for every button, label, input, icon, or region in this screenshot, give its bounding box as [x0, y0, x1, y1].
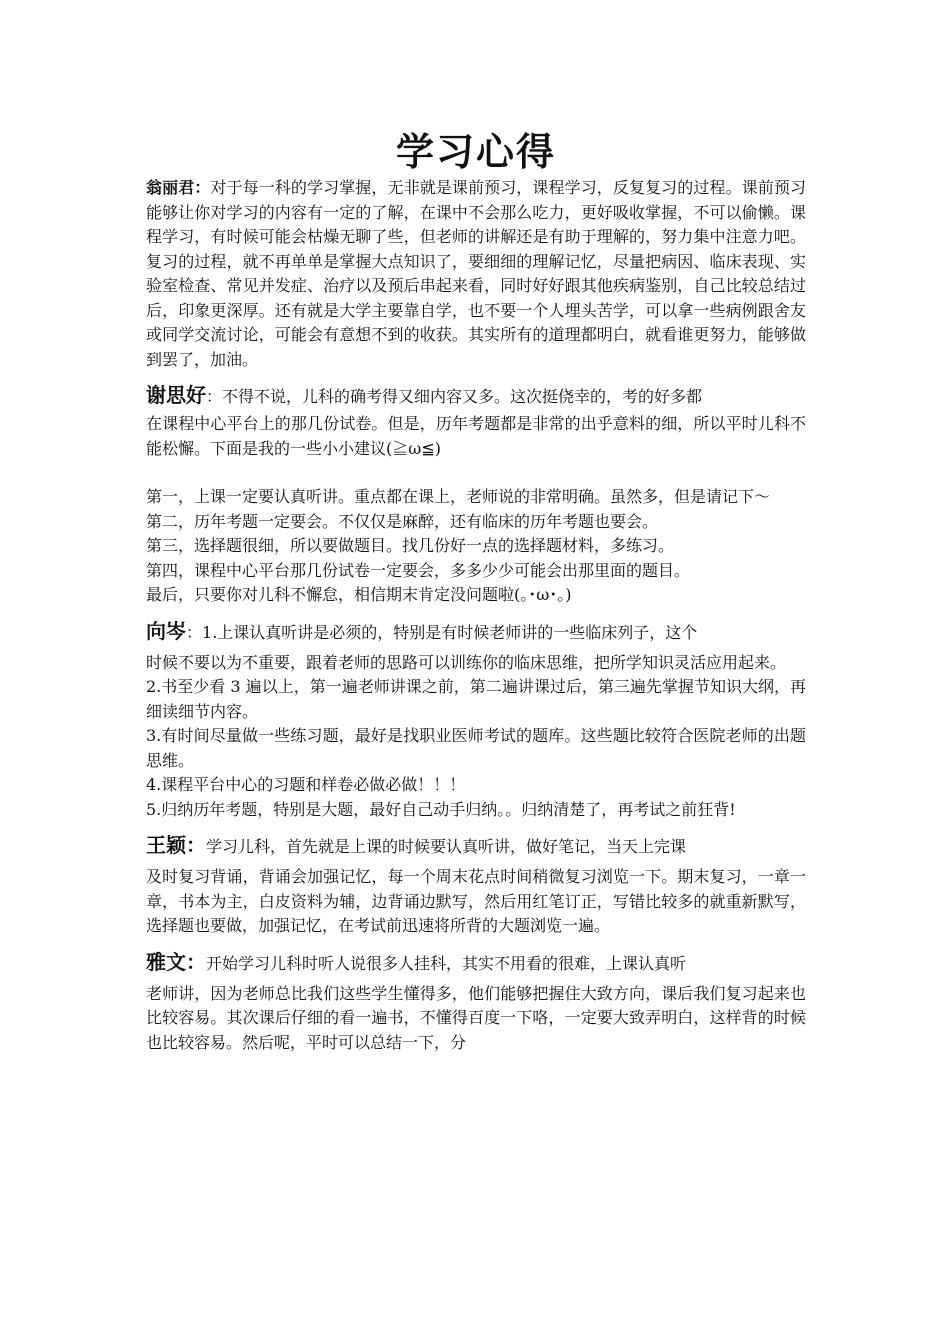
section-wang-ying: [146, 830, 806, 939]
paragraph: 时候不要以为不重要，跟着老师的思路可以训练你的临床思维，把所学知识灵活应用起来。: [146, 652, 787, 672]
page-title: 学习心得: [395, 130, 556, 174]
tip-item: 第二，历年考题一定要会。不仅仅是麻醉，还有临床的历年考题也要会。: [146, 511, 659, 531]
paragraph-text: 不得不说，儿科的确考得又细内容又多。这次挺侥幸的，考的好多都: [222, 387, 703, 406]
paragraph-text: 学习儿科，首先就是上课的时候要认真听讲，做好笔记，当天上完课: [206, 837, 687, 856]
list-item: 2.书至少看 3 遍以上，第一遍老师讲课之前，第二遍讲课过后，第三遍先掌握节知识大纲，再细读细节内容。: [146, 677, 806, 721]
author-colon: ：: [206, 387, 223, 406]
paragraph-first-line: [146, 947, 806, 979]
section-ya-wen: [146, 947, 806, 1056]
tip-item: 第四，课程中心平台那几份试卷一定要会，多多少少可能会出那里面的题目。: [146, 560, 691, 580]
author-name: 谢思好: [146, 383, 206, 407]
list-item: 5.归纳历年考题，特别是大题，最好自己动手归纳。。归纳清楚了，再考试之前狂背!: [146, 799, 736, 819]
section-xiang-cen: [146, 616, 806, 823]
paragraph: 及时复习背诵，背诵会加强记忆，每一个周末花点时间稍微复习浏览一下。期末复习，一章一章，书本为主，白皮资料为辅，边背诵边默写，然后用红笔订正，写错比较多的就重新默写，选择题也要做，加强记忆，在考试前迅速将所背的大题浏览一遍。: [146, 867, 806, 935]
list-item: 3.有时间尽量做一些练习题，最好是找职业医师考试的题库。这些题比较符合医院老师的出题思维。: [146, 726, 806, 770]
author-name: 雅文：: [146, 949, 206, 974]
paragraph-text: 开始学习儿科时听人说很多人挂科，其实不用看的很难，上课认真听: [206, 953, 687, 973]
section-weng-lijun: [146, 176, 806, 372]
paragraph: 老师讲，因为老师总比我们这些学生懂得多，他们能够把握住大致方向，课后我们复习起来也比较容易。其次课后仔细的看一遍书，不懂得百度一下咯，一定要大致弄明白，这样背的时候也比较容易。然后呢，平时可以总结一下，分: [146, 983, 806, 1052]
author-name: 翁丽君：: [146, 178, 211, 197]
tip-item: 最后，只要你对儿科不懈怠，相信期末肯定没问题啦(｡･ω･｡): [146, 585, 572, 604]
paragraph: [146, 176, 806, 372]
paragraph-text: 对于每一科的学习掌握，无非就是课前预习，课程学习，反复复习的过程。课前预习能够让你对学习的内容有一定的了解，在课中不会那么吃力，更好吸收掌握，不可以偷懒。课程学习，有时候可能会枯燥无聊了些，但老师的讲解还是有助于理解的，努力集中注意力吧。复习的过程，就不再单单是掌握大点知识了，要细细的理解记忆，尽量把病因、临床表现、实验室检查、常见并发症、治疗以及预后串起来看，同时好好跟其他疾病鉴别，自己比较总结过后，印象更深厚。还有就是大学主要靠自学，也不要一个人埋头苦学，可以拿一些病例跟舍友或同学交流讨论，可能会有意想不到的收获。其实所有的道理都明白，就看谁更努力，能够做到罢了，加油。: [146, 178, 806, 369]
blank-line: [146, 461, 806, 485]
paragraph: 在课程中心平台上的那几份试卷。但是，历年考题都是非常的出乎意料的细，所以平时儿科不能松懈。下面是我的一些小小建议(≧ω≦): [146, 414, 806, 458]
paragraph-first-line: [146, 830, 806, 862]
section-xie-sihao: [146, 380, 806, 608]
document-page: [146, 128, 806, 1055]
paragraph-first-line: [146, 380, 806, 412]
author-name: 向岑: [146, 618, 186, 643]
list-item: 4.课程平台中心的习题和样卷必做必做！！！: [146, 775, 466, 794]
author-colon: ：: [186, 622, 203, 642]
author-name: 王颖：: [146, 833, 206, 857]
tip-item: 第一，上课一定要认真听讲。重点都在课上，老师说的非常明确。虽然多，但是请记下～: [146, 487, 771, 506]
paragraph-text: 1.上课认真听讲是必须的，特别是有时候老师讲的一些临床列子，这个: [202, 622, 698, 642]
tip-item: 第三，选择题很细，所以要做题目。找几份好一点的选择题材料，多练习。: [146, 536, 675, 555]
paragraph-first-line: [146, 616, 806, 648]
